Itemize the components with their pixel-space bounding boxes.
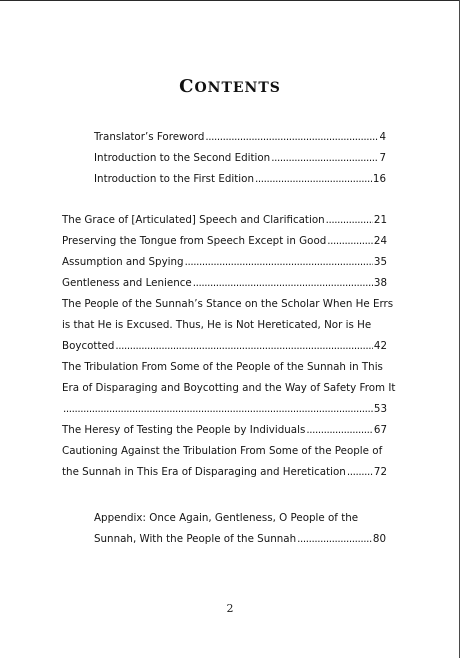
toc-entry [62,441,387,483]
toc-entry-row [94,148,386,169]
toc-entry [62,273,387,294]
toc-entry-page: 21 [373,214,387,226]
toc-leader-dots [271,148,378,169]
appendix-list [94,508,386,550]
toc-leader-dots [326,210,373,231]
toc-leader-dots [115,336,373,357]
toc-entry-title: Sunnah, With the People of the Sunnah [94,533,297,545]
toc-entry [62,210,387,231]
toc-leader-dots [327,231,373,252]
toc-entry [62,357,396,420]
contents-title-initial: C [179,76,195,97]
toc-entry-row [62,462,387,483]
toc-leader-dots [297,529,372,550]
toc-entry-page: 4 [379,131,386,143]
contents-title [0,76,460,97]
toc-entry [62,294,394,357]
toc-entry-row [94,127,386,148]
toc-leader-dots [205,127,378,148]
toc-entry-line: Era of Disparaging and Boycotting and the Way of Safety From It [62,382,396,394]
toc-entry-title: The Grace of [Articulated] Speech and Clarification [62,214,325,226]
toc-leader-dots [347,462,373,483]
toc-entry-row [62,210,387,231]
toc-entry-line: The Tribulation From Some of the People of the Sunnah in This [62,361,383,373]
toc-entry-line: Appendix: Once Again, Gentleness, O People of the [94,512,359,524]
toc-entry-page: 7 [379,152,386,164]
toc-leader-dots [63,399,373,420]
toc-entry-title: The Heresy of Testing the People by Individuals [62,424,306,436]
toc-entry-row [62,252,387,273]
toc-entry-page: 80 [372,533,386,545]
toc-entry-line: The People of the Sunnah’s Stance on the Scholar When He Errs [62,298,394,310]
toc-entry [62,420,387,441]
front-matter-list [94,127,386,190]
toc-leader-dots [193,273,373,294]
toc-entry-title: Translator’s Foreword [94,131,205,143]
toc-entry [62,231,387,252]
toc-entry-row [62,273,387,294]
toc-entry-page: 35 [373,256,387,268]
toc-entry [94,508,386,550]
toc-entry-page: 24 [373,235,387,247]
toc-entry [62,252,387,273]
toc-leader-dots [306,420,373,441]
toc-entry-title: Gentleness and Lenience [62,277,192,289]
toc-entry-title: Preserving the Tongue from Speech Except in Good [62,235,327,247]
toc-entry-row [94,529,386,550]
contents-title-rest: ONTENTS [194,80,281,96]
toc-entry-line: Cautioning Against the Tribulation From Some of the People of [62,445,383,457]
toc-entry-page: 38 [373,277,387,289]
toc-leader-dots [185,252,373,273]
toc-entry-row [62,399,387,420]
toc-entry-line: is that He is Excused. Thus, He is Not Hereticated, Nor is He [62,319,372,331]
toc-entry-row [94,169,386,190]
toc-entry-title: the Sunnah in This Era of Disparaging and Heretication [62,466,346,478]
toc-entry-row [62,231,387,252]
toc-entry-page: 53 [373,403,387,415]
toc-entry-title: Assumption and Spying [62,256,184,268]
chapter-list [62,210,396,483]
toc-entry-page: 67 [373,424,387,436]
page-number: 2 [226,602,234,615]
toc-entry-title: Introduction to the Second Edition [94,152,271,164]
toc-entry-page: 42 [373,340,387,352]
toc-entry-page: 16 [372,173,386,185]
toc-entry-title: Introduction to the First Edition [94,173,254,185]
toc-entry-title: Boycotted [62,340,115,352]
toc-entry-row [62,336,387,357]
toc-leader-dots [255,169,372,190]
toc-entry-row [62,420,387,441]
toc-entry-page: 72 [373,466,387,478]
page-top-edge [0,0,460,1]
